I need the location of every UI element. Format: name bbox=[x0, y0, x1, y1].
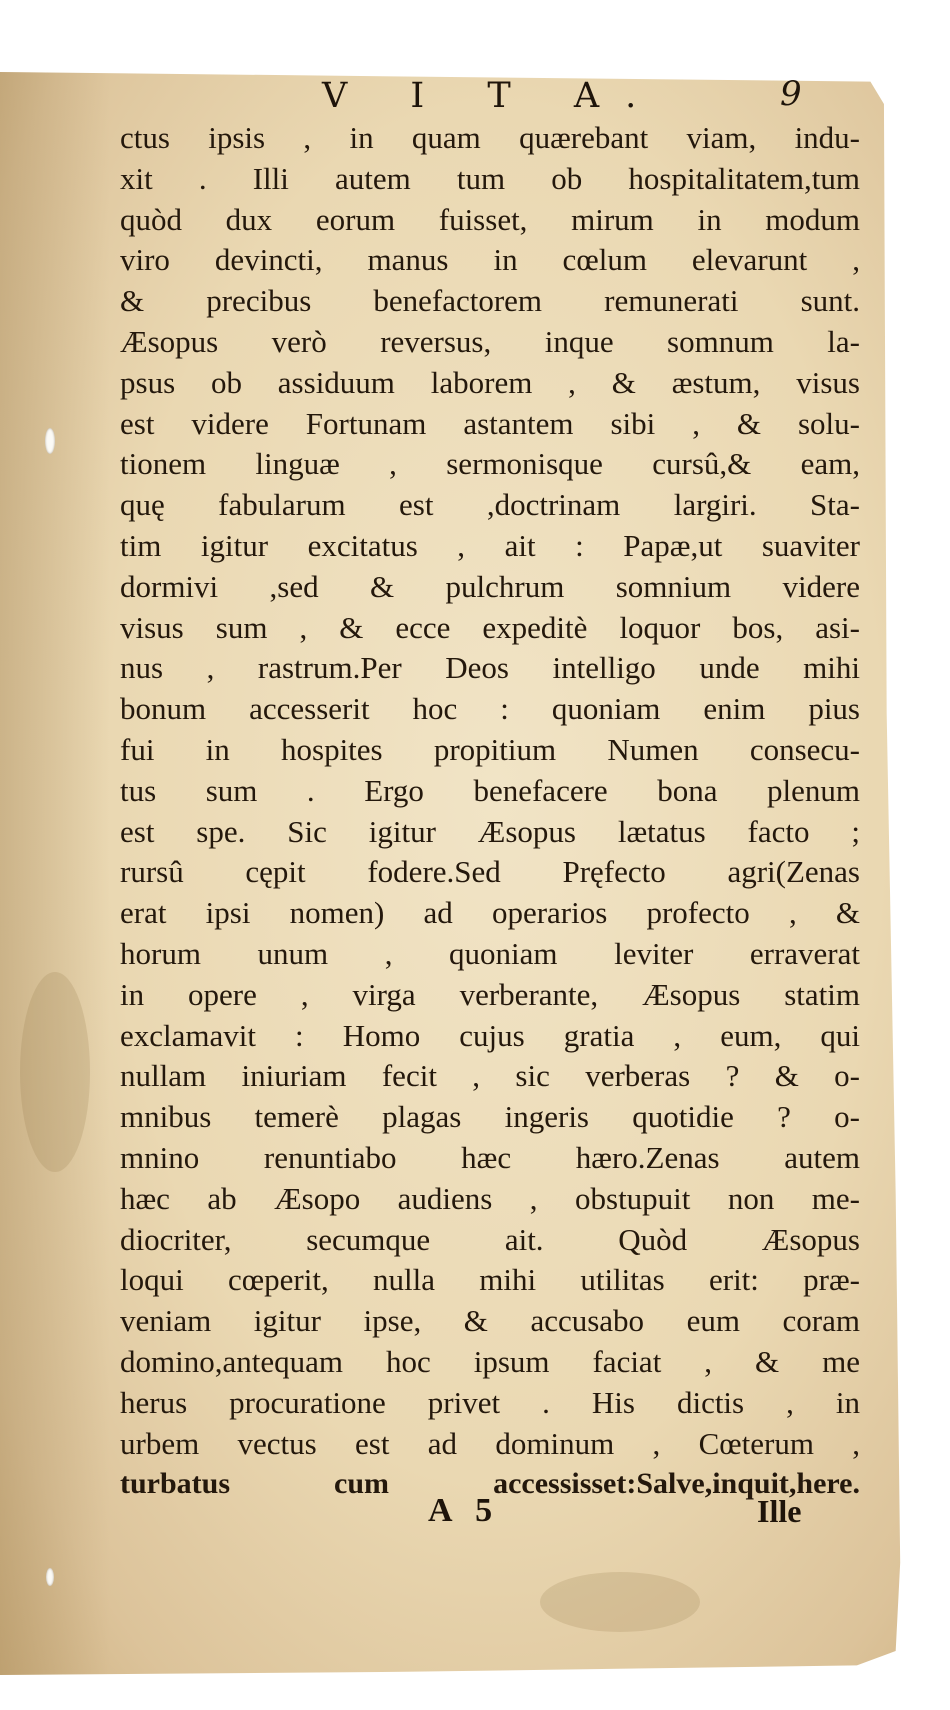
text-line: urbem vectus est ad dominum , Cœterum , bbox=[120, 1425, 860, 1461]
catchword: Ille bbox=[757, 1493, 802, 1529]
text-line: domino,antequam hoc ipsum faciat , & me bbox=[120, 1343, 860, 1379]
text-line: horum unum , quoniam leviter erraverat bbox=[120, 935, 860, 971]
signature-mark: A 5 bbox=[428, 1492, 501, 1529]
paper-stain bbox=[540, 1572, 700, 1632]
text-line: & precibus benefactorem remunerati sunt. bbox=[120, 283, 860, 319]
body-text bbox=[120, 118, 860, 1505]
text-line: exclamavit : Homo cujus gratia , eum, qui bbox=[120, 1017, 860, 1053]
page-footer bbox=[0, 1490, 950, 1534]
text-line: diocriter, secumque ait. Quòd Æsopus bbox=[120, 1221, 860, 1257]
text-line: Æsopus verò reversus, inque somnum la- bbox=[120, 323, 860, 359]
paper-stain bbox=[20, 972, 90, 1172]
text-line: fui in hospites propitium Numen consecu- bbox=[120, 731, 860, 767]
page-header bbox=[0, 72, 950, 120]
text-line: quòd dux eorum fuisset, mirum in modum bbox=[120, 201, 860, 237]
text-line: nus , rastrum.Per Deos intelligo unde mihi bbox=[120, 650, 860, 686]
text-line: bonum accesserit hoc : quoniam enim pius bbox=[120, 691, 860, 727]
text-line: dormivi ,sed & pulchrum somnium videre bbox=[120, 568, 860, 604]
text-line: visus sum , & ecce expeditè loquor bos, asi- bbox=[120, 609, 860, 645]
page-number: 9 bbox=[780, 74, 802, 114]
text-line: in opere , virga verberante, Æsopus statim bbox=[120, 976, 860, 1012]
text-line: mnino renuntiabo hæc hæro.Zenas autem bbox=[120, 1139, 860, 1175]
text-line: psus ob assiduum laborem , & æstum, visus bbox=[120, 364, 860, 400]
text-line: turbatus cum accessisset:Salve,inquit,here. bbox=[120, 1467, 860, 1501]
text-line: viro devincti, manus in cœlum elevarunt , bbox=[120, 242, 860, 278]
running-title: V I T A. bbox=[322, 76, 663, 116]
text-line: hæc ab Æsopo audiens , obstupuit non me- bbox=[120, 1180, 860, 1216]
text-line: tionem linguæ , sermonisque cursû,& eam, bbox=[120, 446, 860, 482]
text-line: nullam iniuriam fecit , sic verberas ? & o- bbox=[120, 1058, 860, 1094]
worm-hole bbox=[45, 428, 55, 454]
text-line: est spe. Sic igitur Æsopus lætatus facto ; bbox=[120, 813, 860, 849]
text-line: quę fabularum est ,doctrinam largiri. Sta- bbox=[120, 487, 860, 523]
text-line: rursû cępit fodere.Sed Pręfecto agri(Zenas bbox=[120, 854, 860, 890]
text-line: ctus ipsis , in quam quærebant viam, indu- bbox=[120, 120, 860, 155]
text-line: tus sum . Ergo benefacere bona plenum bbox=[120, 772, 860, 808]
text-line: veniam igitur ipse, & accusabo eum coram bbox=[120, 1303, 860, 1339]
text-line: tim igitur excitatus , ait : Papæ,ut suaviter bbox=[120, 527, 860, 563]
text-line: erat ipsi nomen) ad operarios profecto , & bbox=[120, 895, 860, 931]
text-line: mnibus temerè plagas ingeris quotidie ? o- bbox=[120, 1099, 860, 1135]
worm-hole bbox=[46, 1568, 54, 1586]
text-line: xit . Illi autem tum ob hospitalitatem,tum bbox=[120, 160, 860, 196]
text-line: loqui cœperit, nulla mihi utilitas erit: præ- bbox=[120, 1262, 860, 1298]
text-line: herus procuratione privet . His dictis , in bbox=[120, 1384, 860, 1420]
text-line: est videre Fortunam astantem sibi , & solu- bbox=[120, 405, 860, 441]
